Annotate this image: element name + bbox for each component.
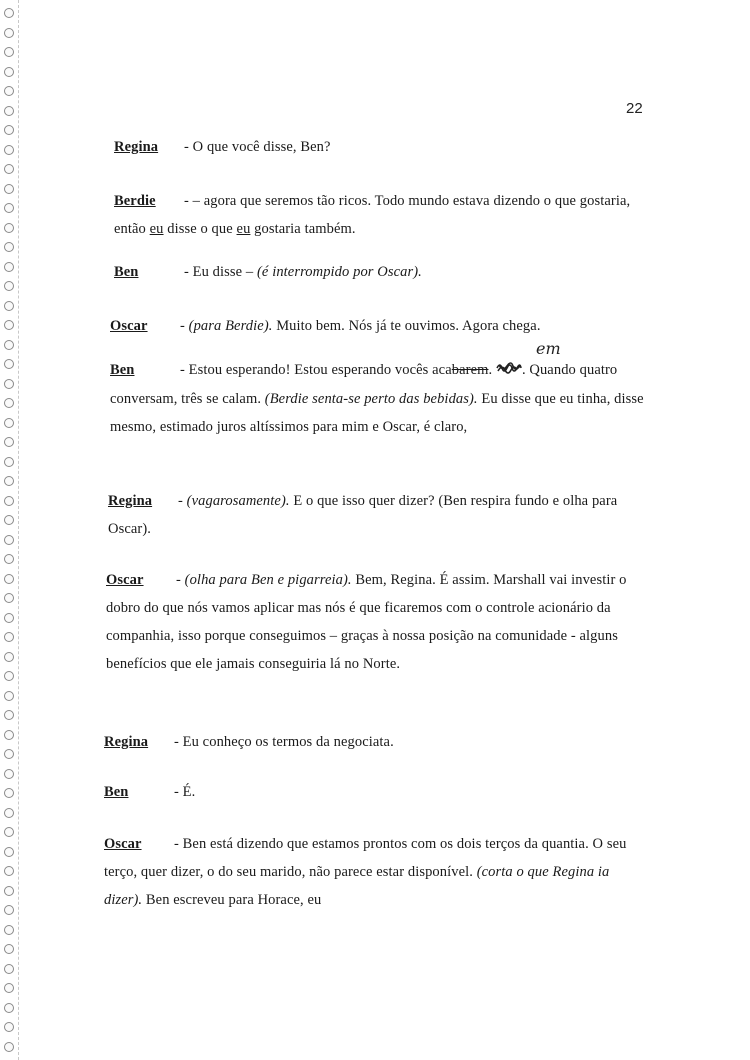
binder-hole — [4, 398, 14, 408]
binder-hole — [4, 437, 14, 447]
binder-hole — [4, 457, 14, 467]
binder-hole — [4, 613, 14, 623]
stage-direction: (Berdie senta-se perto das bebidas). — [264, 390, 478, 407]
dialogue-text: - – agora que seremos tão ricos. Todo mundo estava dizendo o que gostaria, então — [114, 193, 631, 237]
speaker-name: Oscar — [104, 836, 142, 852]
dialogue-text: - Ben está dizendo que estamos prontos com os dois terços da quantia. O seu terço, quer dizer, o do seu marido, não parece estar disponível. — [104, 836, 627, 880]
binder-hole — [4, 964, 14, 974]
binder-hole — [4, 515, 14, 525]
dialogue-text: - É. — [174, 784, 196, 800]
dialogue-text: - O que você disse, Ben? — [184, 139, 331, 155]
binder-hole — [4, 983, 14, 993]
binder-hole — [4, 535, 14, 545]
emphasis-text: eu — [149, 221, 164, 237]
binder-hole — [4, 164, 14, 174]
binder-hole — [4, 730, 14, 740]
stage-direction: (é interrompido por Oscar). — [257, 264, 422, 280]
binder-hole — [4, 593, 14, 603]
dialogue-text: - — [178, 493, 187, 509]
binder-hole — [4, 847, 14, 857]
dialogue-text: E o que isso quer dizer? (Ben respira fundo e olha para Oscar). — [108, 493, 618, 537]
speaker-name: Regina — [108, 493, 153, 509]
binder-hole — [4, 281, 14, 291]
dialogue-text: - Estou esperando! Estou esperando vocês aca — [180, 362, 452, 378]
binder-hole — [4, 886, 14, 896]
binder-hole — [4, 242, 14, 252]
binder-hole — [4, 496, 14, 506]
dialogue-text: Eu disse que eu tinha, disse mesmo, estimado juros altíssimos para mim e Oscar, é claro, — [110, 390, 644, 435]
binder-hole — [4, 925, 14, 935]
binder-hole — [4, 262, 14, 272]
binder-hole — [4, 691, 14, 701]
binder-hole — [4, 301, 14, 311]
dialogue-text: Bem, Regina. É assim. Marshall vai investir o dobro do que nós vamos aplicar mas nós é que ficaremos com o controle acionário da companhia, isso porque conseguimos – graças à nossa posição na comunidade - alguns benefícios que ele jamais conseguiria lá no Norte. — [106, 572, 627, 672]
scribbled-out-word — [496, 357, 522, 385]
binder-hole — [4, 184, 14, 194]
stage-direction: (corta o que Regina ia dizer). — [104, 864, 610, 908]
binder-hole — [4, 554, 14, 564]
binder-hole — [4, 944, 14, 954]
handwritten-correction: em — [536, 339, 561, 358]
dialogue-text: . — [488, 362, 496, 378]
page-number: 22 — [626, 100, 643, 117]
dialogue-line — [104, 830, 649, 914]
binder-hole — [4, 632, 14, 642]
dialogue-text: disse o que — [163, 221, 237, 237]
binder-hole — [4, 47, 14, 57]
binder-hole — [4, 769, 14, 779]
speaker-name: Oscar — [106, 572, 144, 588]
speaker-name: Regina — [104, 734, 149, 750]
dialogue-text: Muito bem. Nós já te ouvimos. Agora chega. — [272, 318, 541, 334]
speaker-name: Ben — [110, 362, 135, 378]
binder-hole — [4, 476, 14, 486]
binder-hole — [4, 574, 14, 584]
binder-hole — [4, 145, 14, 155]
speaker-name: Ben — [104, 784, 129, 800]
binder-hole — [4, 652, 14, 662]
binder-hole — [4, 710, 14, 720]
binder-hole — [4, 203, 14, 213]
dialogue-line — [104, 728, 649, 756]
dialogue-text: - Eu disse – — [184, 264, 257, 280]
dialogue-text: Ben escreveu para Horace, eu — [142, 892, 322, 908]
dialogue-line — [110, 356, 655, 441]
dialogue-line — [110, 312, 655, 340]
binder-hole — [4, 223, 14, 233]
dialogue-line — [106, 566, 651, 678]
stage-direction: (olha para Ben e pigarreia). — [184, 572, 352, 588]
dialogue-text: gostaria também. — [250, 221, 356, 237]
dialogue-line — [108, 487, 653, 543]
emphasis-text: eu — [236, 221, 251, 237]
binder-hole — [4, 418, 14, 428]
dialogue-text: . Quando quatro conversam, três se calam. — [110, 362, 618, 407]
binder-hole-strip — [0, 0, 19, 1060]
binder-hole — [4, 8, 14, 18]
dialogue-line — [114, 187, 659, 243]
binder-hole — [4, 905, 14, 915]
binder-hole — [4, 1022, 14, 1032]
dialogue-text: - — [176, 572, 185, 588]
speaker-name: Oscar — [110, 318, 148, 334]
binder-hole — [4, 866, 14, 876]
stage-direction: (vagarosamente). — [186, 493, 290, 509]
stage-direction: (para Berdie). — [188, 318, 273, 334]
speaker-name: Berdie — [114, 193, 156, 209]
binder-hole — [4, 671, 14, 681]
binder-hole — [4, 28, 14, 38]
binder-hole — [4, 788, 14, 798]
binder-hole — [4, 827, 14, 837]
binder-hole — [4, 340, 14, 350]
binder-hole — [4, 67, 14, 77]
binder-hole — [4, 86, 14, 96]
binder-hole — [4, 125, 14, 135]
struck-text: barem — [451, 362, 489, 378]
binder-hole — [4, 106, 14, 116]
dialogue-line — [104, 778, 649, 806]
binder-hole — [4, 1042, 14, 1052]
dialogue-text: - — [180, 318, 189, 334]
binder-hole — [4, 1003, 14, 1013]
dialogue-line — [114, 258, 659, 286]
speaker-name: Ben — [114, 264, 139, 280]
dialogue-text: - Eu conheço os termos da negociata. — [174, 734, 394, 750]
binder-hole — [4, 379, 14, 389]
binder-hole — [4, 808, 14, 818]
binder-hole — [4, 320, 14, 330]
binder-hole — [4, 749, 14, 759]
dialogue-line — [114, 133, 659, 161]
speaker-name: Regina — [114, 139, 159, 155]
binder-hole — [4, 359, 14, 369]
